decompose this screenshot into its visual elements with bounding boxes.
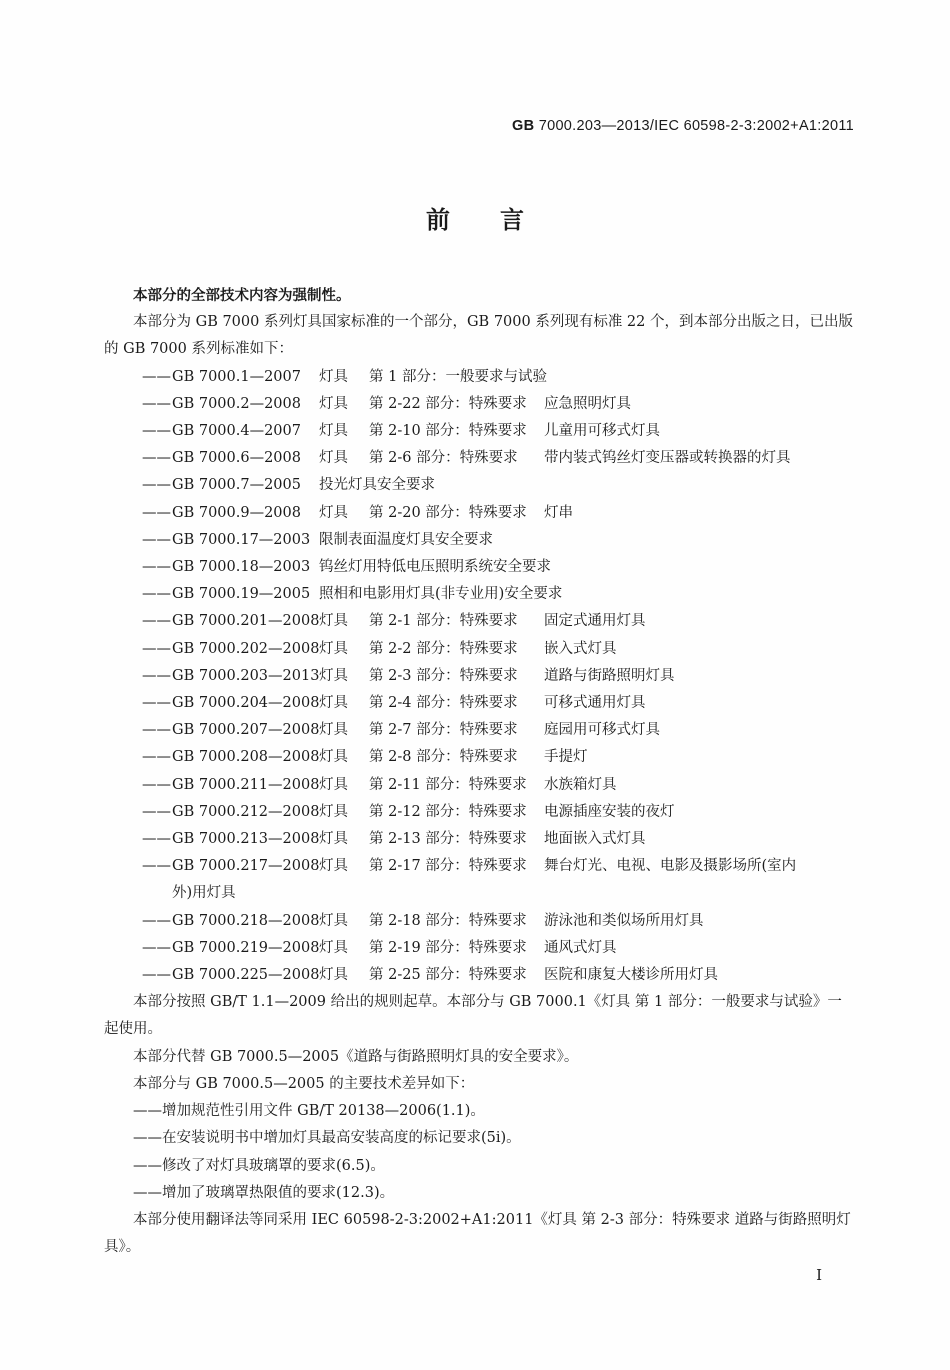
standard-part: 第 2-1 部分：特殊要求 [369,613,518,630]
standard-part [493,527,668,554]
standard-part: 第 2-11 部分：特殊要求 [369,776,527,793]
standard-subj: 医院和康复大楼诊所用灯具 [544,967,718,984]
standard-dash: —— [142,695,171,712]
standard-cat: 灯具 [319,858,348,875]
standard-dash: —— [142,831,171,848]
standard-subj: 儿童用可移式灯具 [544,423,660,440]
standard-cat: 灯具 [319,667,348,684]
standard-dash: —— [142,667,171,684]
standard-dash: —— [142,477,171,494]
standard-entry [104,772,854,799]
standard-cat: 灯具 [319,967,348,984]
standard-entry [104,554,854,581]
standard-part: 第 2-8 部分：特殊要求 [369,749,518,766]
standard-subj: 带内装式钨丝灯变压器或转换器的灯具 [544,450,791,467]
standard-entry [104,717,854,744]
standard-dash: —— [142,749,171,766]
drafting-paragraph: 本部分按照 GB/T 1.1—2009 给出的规则起草。本部分与 GB 7000.1《灯具 第 1 部分：一般要求与试验》一起使用。 [104,994,842,1038]
standard-subj: 舞台灯光、电视、电影及摄影场所(室内 [544,858,797,875]
standard-dash: —— [142,722,171,739]
page-number: I [816,1266,822,1284]
standard-entry [104,500,854,527]
standard-dash: —— [142,586,171,603]
standard-cat: 限制表面温度灯具安全要求 [319,531,493,548]
standard-cat: 灯具 [319,749,348,766]
standard-part: 第 2-20 部分：特殊要求 [369,504,527,521]
standard-cat: 投光灯具安全要求 [319,477,435,494]
standard-entry-continuation: 外)用灯具 [172,885,236,902]
standard-part: 第 2-6 部分：特殊要求 [369,450,518,467]
standard-subj: 手提灯 [544,749,588,766]
standard-entry [104,418,854,445]
standard-entry [104,636,854,663]
standard-num: GB 7000.6—2008 [172,450,301,467]
standard-part [562,581,737,608]
standard-part: 第 2-19 部分：特殊要求 [369,939,527,956]
standard-dash: —— [142,368,171,385]
standard-part: 第 2-17 部分：特殊要求 [369,858,527,875]
standard-dash: —— [142,559,171,576]
standard-subj: 嵌入式灯具 [544,640,617,657]
standard-entry [104,853,854,880]
standard-subj: 电源插座安装的夜灯 [544,803,675,820]
standard-cat: 灯具 [319,912,348,929]
intro-paragraph: 本部分为 GB 7000 系列灯具国家标准的一个部分，GB 7000 系列现有标准 22 个，到本部分出版之日，已出版的 GB 7000 系列标准如下： [104,314,853,358]
standard-entry [104,527,854,554]
standard-num: GB 7000.9—2008 [172,504,301,521]
standard-part: 第 2-22 部分：特殊要求 [369,395,527,412]
standard-part: 第 2-7 部分：特殊要求 [369,722,518,739]
standard-entry [104,690,854,717]
standard-cat: 灯具 [319,776,348,793]
replacement-paragraph: 本部分代替 GB 7000.5—2005《道路与街路照明灯具的安全要求》。 [133,1048,579,1065]
standard-num: GB 7000.7—2005 [172,477,301,494]
standard-entry [104,581,854,608]
standard-cat: 灯具 [319,423,348,440]
standard-part [551,554,726,581]
standard-num: GB 7000.219—2008 [172,939,320,956]
standard-subj: 道路与街路照明灯具 [544,667,675,684]
changes-list [104,1098,854,1207]
standard-entry [104,663,854,690]
standard-subj: 应急照明灯具 [544,395,631,412]
standard-part: 第 1 部分：一般要求与试验 [369,368,547,385]
standard-entry [104,935,854,962]
standard-part: 第 2-4 部分：特殊要求 [369,695,518,712]
standard-num: GB 7000.211—2008 [172,776,320,793]
standard-entry [104,391,854,418]
standard-dash: —— [142,803,171,820]
change-item: ——修改了对灯具玻璃罩的要求(6.5)。 [133,1157,385,1174]
standard-entry [104,608,854,635]
document-code-header [512,118,854,134]
standard-num: GB 7000.1—2007 [172,368,301,385]
standard-cat: 灯具 [319,450,348,467]
standard-cat: 灯具 [319,939,348,956]
header-gb-prefix: GB [512,118,535,134]
standard-dash: —— [142,613,171,630]
standard-cat: 灯具 [319,504,348,521]
standard-entry [104,962,854,989]
header-code-rest: 7000.203—2013/IEC 60598-2-3:2002+A1:2011 [538,118,854,134]
standard-cat: 灯具 [319,722,348,739]
standard-entry [104,799,854,826]
standard-num: GB 7000.213—2008 [172,831,320,848]
standard-num: GB 7000.17—2003 [172,531,311,548]
iec-adoption-paragraph: 本部分使用翻译法等同采用 IEC 60598-2-3:2002+A1:2011《灯具 第 2-3 部分：特殊要求 道路与街路照明灯具》。 [104,1211,851,1256]
change-item: ——增加规范性引用文件 GB/T 20138—2006(1.1)。 [133,1103,485,1120]
standard-dash: —— [142,640,171,657]
standard-part: 第 2-13 部分：特殊要求 [369,831,527,848]
standard-subj: 通风式灯具 [544,939,617,956]
standard-num: GB 7000.201—2008 [172,613,320,630]
standard-cat: 灯具 [319,803,348,820]
mandatory-statement: 本部分的全部技术内容为强制性。 [133,287,351,304]
standard-num: GB 7000.202—2008 [172,640,320,657]
standard-num: GB 7000.19—2005 [172,586,311,603]
standard-cat: 灯具 [319,640,348,657]
standard-dash: —— [142,912,171,929]
standard-num: GB 7000.18—2003 [172,559,311,576]
standard-part: 第 2-25 部分：特殊要求 [369,967,527,984]
standard-cat: 照相和电影用灯具(非专业用)安全要求 [319,586,563,603]
standard-part: 第 2-3 部分：特殊要求 [369,667,518,684]
standard-entry [104,908,854,935]
standard-subj: 可移式通用灯具 [544,695,646,712]
standard-num: GB 7000.208—2008 [172,749,320,766]
standard-dash: —— [142,858,171,875]
standards-list [104,364,854,990]
change-item: ——在安装说明书中增加灯具最高安装高度的标记要求(5i)。 [133,1130,521,1147]
standard-dash: —— [142,395,171,412]
standard-dash: —— [142,776,171,793]
standard-num: GB 7000.207—2008 [172,722,320,739]
standard-entry [104,826,854,853]
foreword-body [104,282,854,1261]
standard-dash: —— [142,967,171,984]
standard-num: GB 7000.203—2013 [172,667,320,684]
standard-cat: 灯具 [319,695,348,712]
change-item: ——增加了玻璃罩热限值的要求(12.3)。 [133,1184,395,1201]
standard-entry [104,364,854,391]
standard-entry [104,445,854,472]
standard-num: GB 7000.212—2008 [172,803,320,820]
standard-dash: —— [142,504,171,521]
standard-subj: 游泳池和类似场所用灯具 [544,912,704,929]
standard-cat: 钨丝灯用特低电压照明系统安全要求 [319,559,551,576]
standard-num: GB 7000.4—2007 [172,423,301,440]
standard-cat: 灯具 [319,395,348,412]
standard-subj: 水族箱灯具 [544,776,617,793]
standard-part: 第 2-18 部分：特殊要求 [369,912,527,929]
standard-dash: —— [142,939,171,956]
standard-num: GB 7000.204—2008 [172,695,320,712]
standard-dash: —— [142,531,171,548]
standard-entry [104,472,854,499]
differences-paragraph: 本部分与 GB 7000.5—2005 的主要技术差异如下： [133,1075,475,1092]
standard-num: GB 7000.218—2008 [172,912,320,929]
standard-subj: 灯串 [544,504,573,521]
standard-part [435,472,610,499]
standard-cat: 灯具 [319,831,348,848]
standard-subj: 固定式通用灯具 [544,613,646,630]
standard-part: 第 2-12 部分：特殊要求 [369,803,527,820]
standard-part: 第 2-2 部分：特殊要求 [369,640,518,657]
standard-subj: 地面嵌入式灯具 [544,831,646,848]
standard-cat: 灯具 [319,613,348,630]
standard-num: GB 7000.225—2008 [172,967,320,984]
standard-num: GB 7000.2—2008 [172,395,301,412]
standard-entry [104,744,854,771]
standard-subj: 庭园用可移式灯具 [544,722,660,739]
standard-part: 第 2-10 部分：特殊要求 [369,423,527,440]
standard-dash: —— [142,450,171,467]
page-title: 前言 [426,205,574,234]
standard-num: GB 7000.217—2008 [172,858,320,875]
standard-dash: —— [142,423,171,440]
standard-cat: 灯具 [319,368,348,385]
